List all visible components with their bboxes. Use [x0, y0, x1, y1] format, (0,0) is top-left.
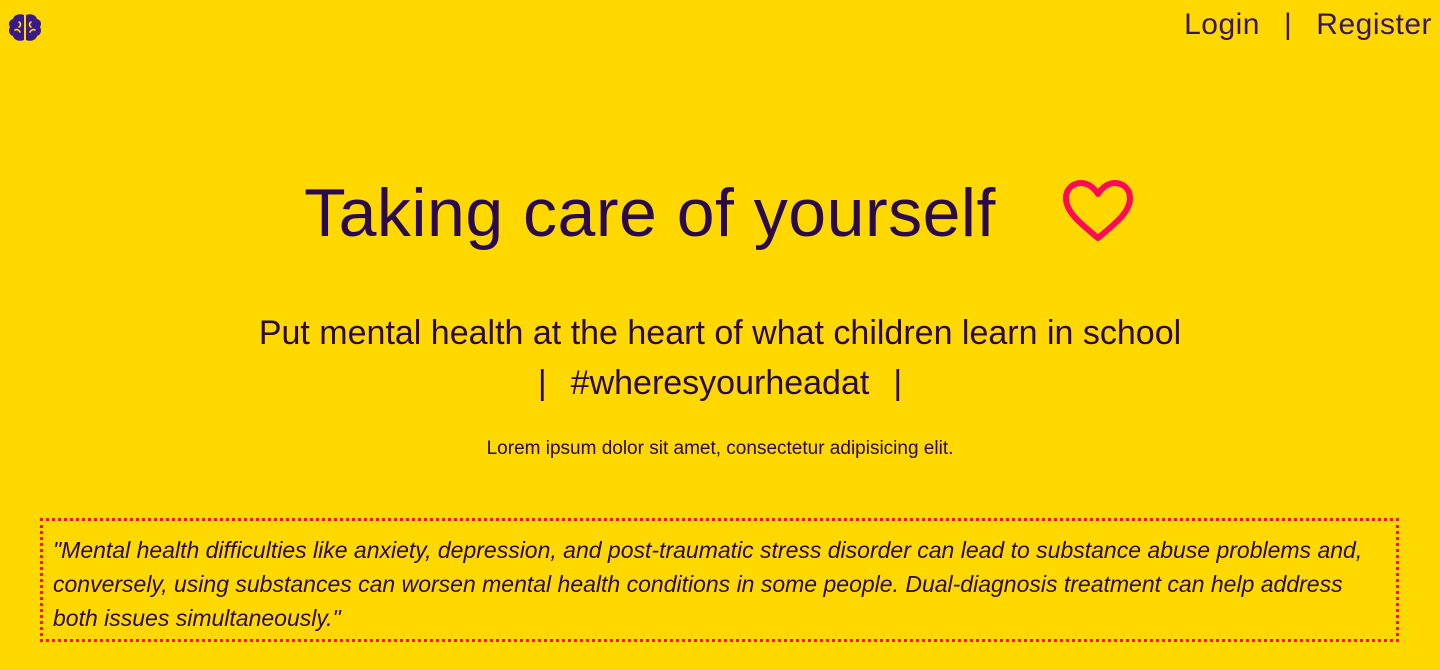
hashtag-line	[0, 358, 1440, 408]
login-link[interactable]: Login	[1184, 8, 1260, 41]
top-nav	[1184, 8, 1432, 42]
subtitle	[0, 308, 1440, 408]
brain-icon[interactable]	[8, 12, 42, 44]
subtitle-line: Put mental health at the heart of what children learn in school	[258, 314, 1182, 352]
hashtag-bar-right: |	[893, 364, 903, 402]
quote-box	[40, 518, 1399, 642]
register-link[interactable]: Register	[1316, 8, 1432, 41]
hashtag-bar-left: |	[537, 364, 547, 402]
lorem-text: Lorem ipsum dolor sit amet, consectetur adipisicing elit.	[486, 438, 954, 459]
quote-text: "Mental health difficulties like anxiety, depression, and post-traumatic stress disorder can lead to substance abuse problems and, conversely, using substances can worsen mental health conditions in some people. Dual-diagnosis treatment can help address both issues simultaneously."	[53, 537, 1363, 631]
title-row	[304, 168, 1136, 258]
hashtag: #wheresyourheadat	[570, 364, 870, 402]
hero-section	[0, 168, 1440, 258]
page-title: Taking care of yourself	[304, 175, 996, 251]
heart-icon	[1060, 178, 1136, 244]
nav-separator: |	[1283, 8, 1293, 41]
